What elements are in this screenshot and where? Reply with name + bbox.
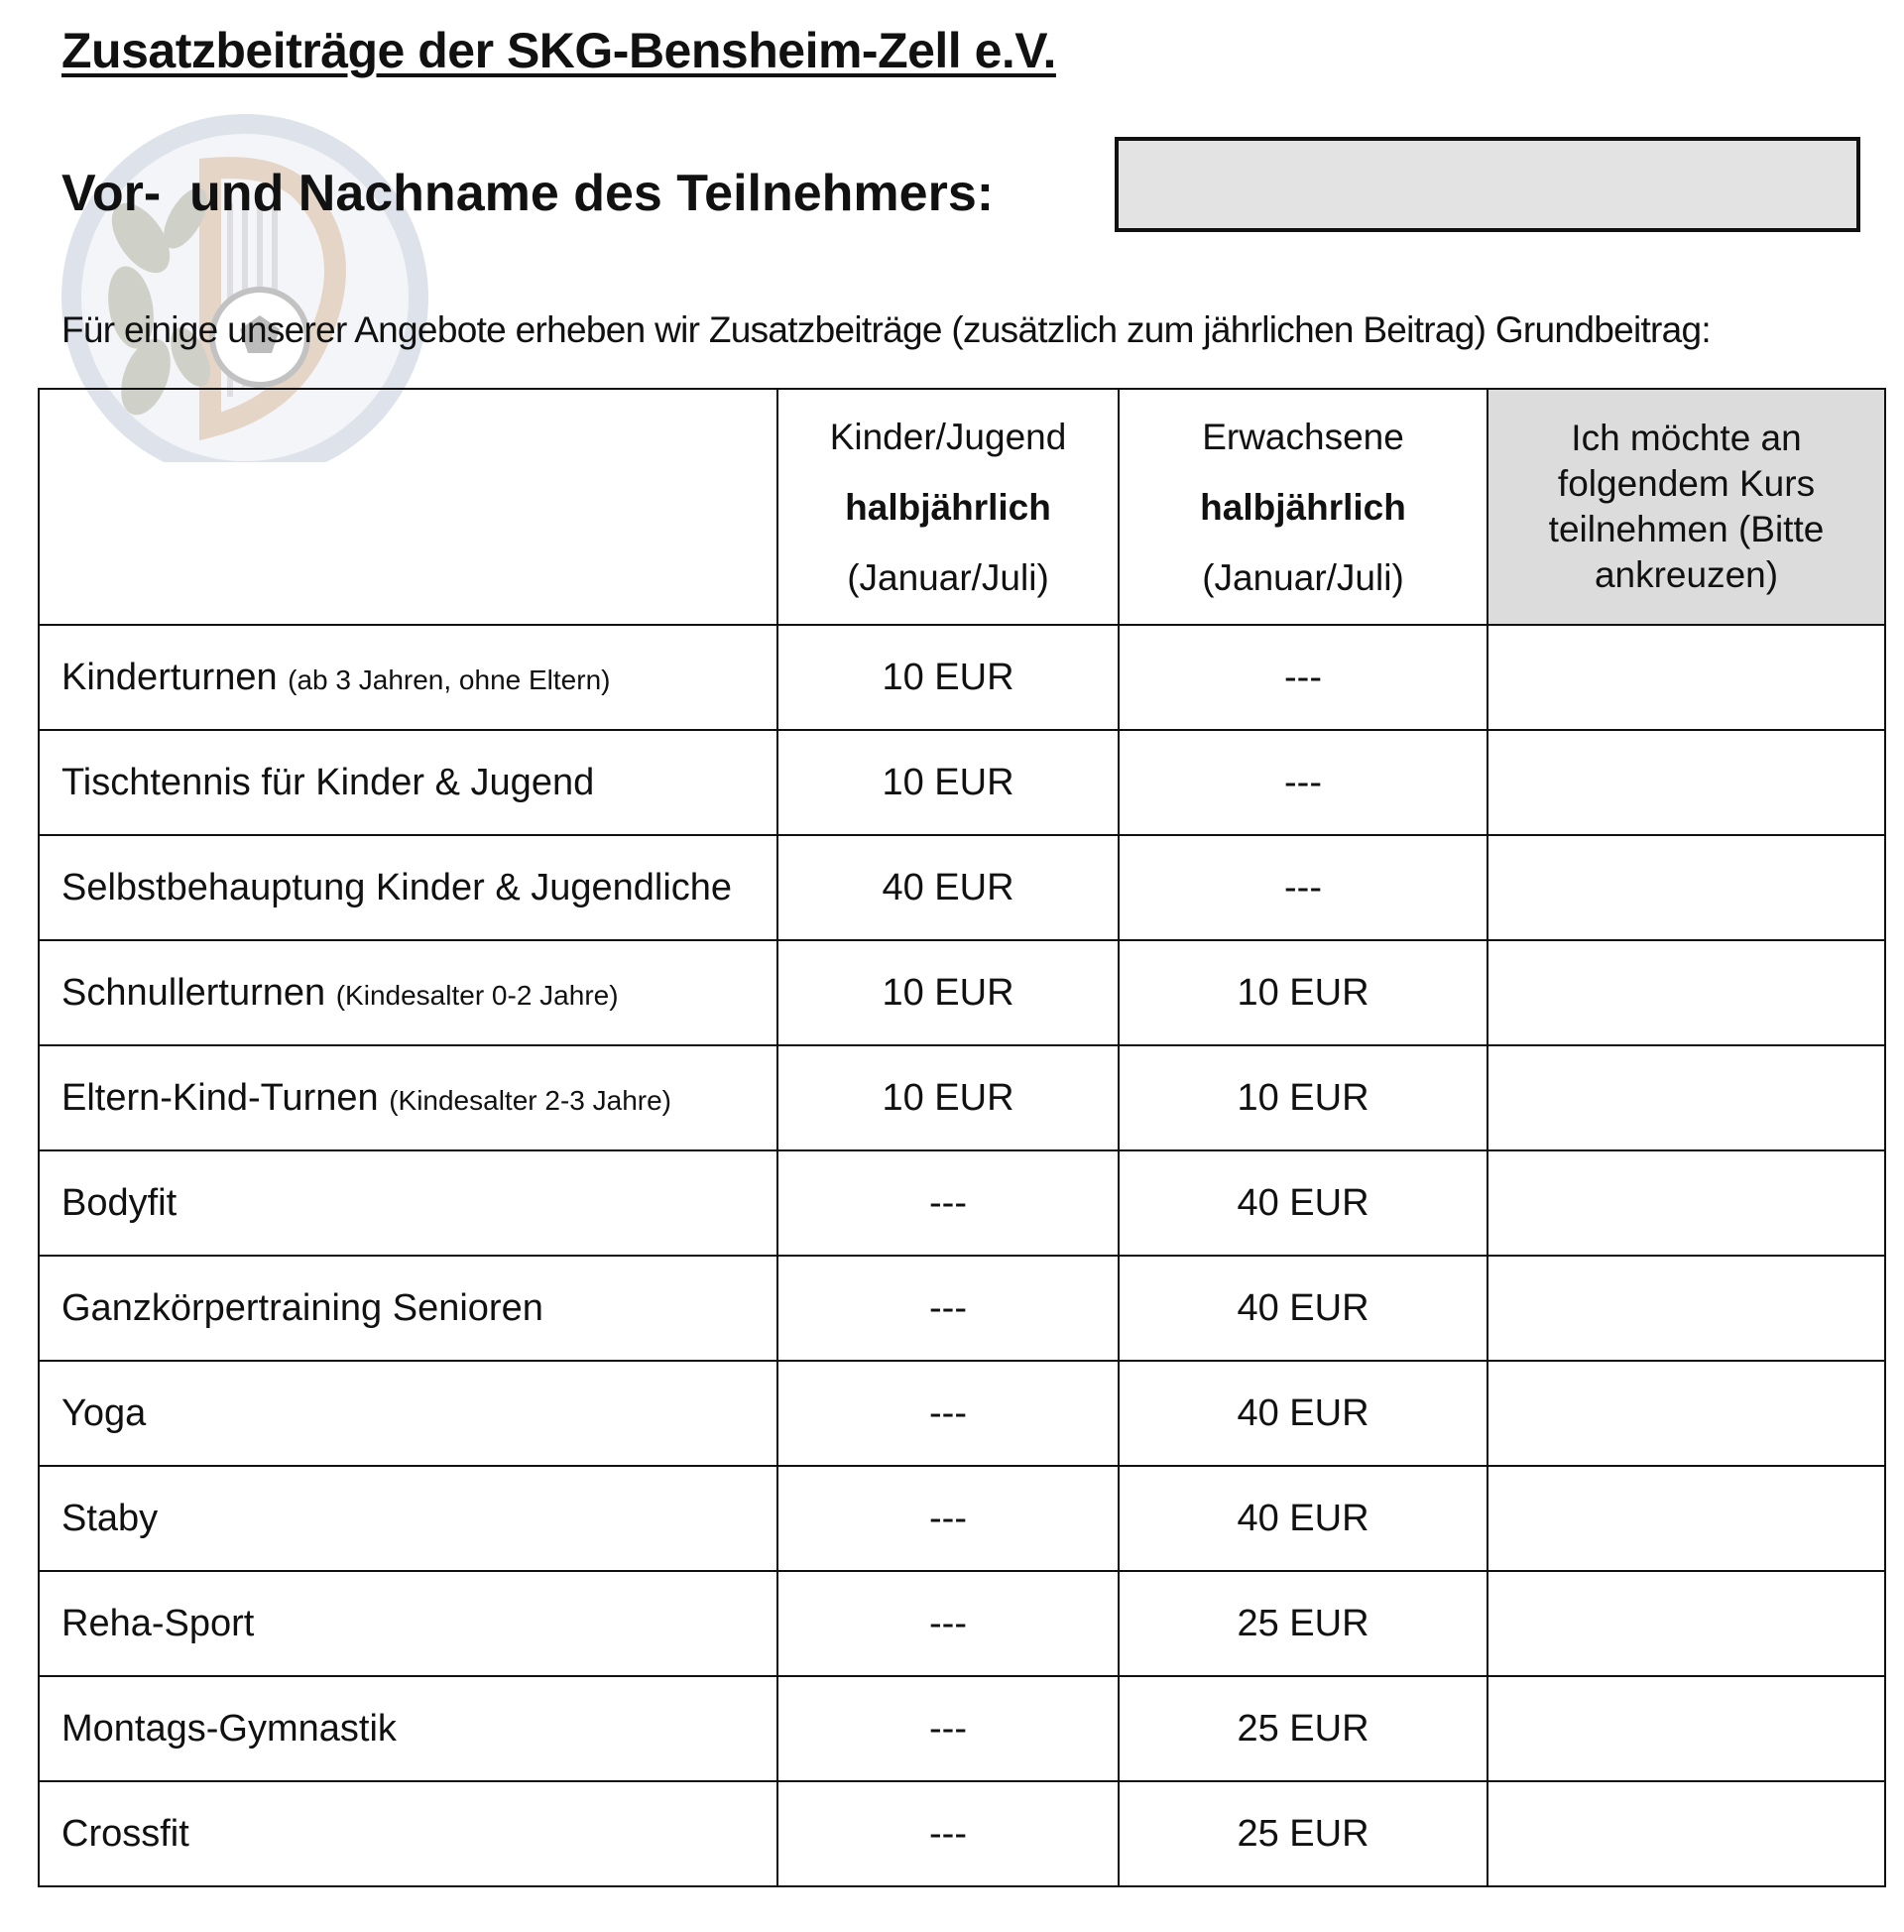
course-cell bbox=[39, 1150, 777, 1256]
table-header-row bbox=[39, 389, 1885, 625]
intro-text: Für einige unserer Angebote erheben wir Zusatzbeiträge (zusätzlich zum jährlichen Beitrag) Grundbeitrag: bbox=[61, 309, 1712, 350]
table-row bbox=[39, 1361, 1885, 1466]
fee-kinder: 40 EUR bbox=[777, 835, 1119, 940]
course-name: Yoga bbox=[61, 1391, 147, 1434]
page-title: Zusatzbeiträge der SKG-Bensheim-Zell e.V. bbox=[61, 23, 1056, 78]
course-name: Bodyfit bbox=[61, 1181, 178, 1224]
fee-erwachsene: 40 EUR bbox=[1119, 1150, 1488, 1256]
table-row bbox=[39, 730, 1885, 835]
header-erwachsene-line2: halbjährlich bbox=[1200, 486, 1406, 528]
fee-erwachsene: 40 EUR bbox=[1119, 1361, 1488, 1466]
course-name: Selbstbehauptung Kinder & Jugendliche bbox=[61, 866, 733, 908]
fee-kinder: --- bbox=[777, 1676, 1119, 1781]
table-row bbox=[39, 1466, 1885, 1571]
course-name: Eltern-Kind-Turnen bbox=[61, 1076, 379, 1119]
course-name: Staby bbox=[61, 1497, 159, 1539]
fee-erwachsene: 25 EUR bbox=[1119, 1676, 1488, 1781]
course-cell bbox=[39, 1676, 777, 1781]
enroll-checkbox-cell[interactable] bbox=[1488, 1781, 1885, 1886]
fee-table bbox=[38, 388, 1886, 1887]
header-erwachsene-line3: (Januar/Juli) bbox=[1202, 556, 1404, 598]
course-name: Tischtennis für Kinder & Jugend bbox=[61, 761, 595, 803]
header-erwachsene-line1: Erwachsene bbox=[1202, 416, 1404, 457]
participant-name-field[interactable] bbox=[1115, 137, 1860, 232]
table-row bbox=[39, 625, 1885, 730]
course-cell bbox=[39, 1256, 777, 1361]
table-row bbox=[39, 940, 1885, 1045]
fee-kinder: --- bbox=[777, 1571, 1119, 1676]
course-note: (Kindesalter 2-3 Jahre) bbox=[389, 1084, 671, 1116]
table-row bbox=[39, 1045, 1885, 1150]
fee-erwachsene: 10 EUR bbox=[1119, 1045, 1488, 1150]
enroll-checkbox-cell[interactable] bbox=[1488, 1361, 1885, 1466]
enroll-checkbox-cell[interactable] bbox=[1488, 1466, 1885, 1571]
fee-kinder: 10 EUR bbox=[777, 730, 1119, 835]
fee-kinder: 10 EUR bbox=[777, 940, 1119, 1045]
course-cell bbox=[39, 625, 777, 730]
fee-erwachsene: --- bbox=[1119, 730, 1488, 835]
header-kinder bbox=[777, 389, 1119, 625]
header-check: Ich möchte an folgendem Kurs teilnehmen (Bitte ankreuzen) bbox=[1488, 389, 1885, 625]
header-kinder-line1: Kinder/Jugend bbox=[829, 416, 1067, 457]
participant-name-label: Vor- und Nachname des Teilnehmers: bbox=[61, 165, 995, 222]
table-row bbox=[39, 1150, 1885, 1256]
enroll-checkbox-cell[interactable] bbox=[1488, 1045, 1885, 1150]
header-kinder-line2: halbjährlich bbox=[845, 486, 1051, 528]
fee-kinder: --- bbox=[777, 1466, 1119, 1571]
fee-erwachsene: 25 EUR bbox=[1119, 1571, 1488, 1676]
fee-erwachsene: --- bbox=[1119, 835, 1488, 940]
enroll-checkbox-cell[interactable] bbox=[1488, 1571, 1885, 1676]
table-row bbox=[39, 1571, 1885, 1676]
course-cell bbox=[39, 1781, 777, 1886]
course-name: Montags-Gymnastik bbox=[61, 1707, 397, 1750]
fee-erwachsene: --- bbox=[1119, 625, 1488, 730]
enroll-checkbox-cell[interactable] bbox=[1488, 1676, 1885, 1781]
table-row bbox=[39, 1256, 1885, 1361]
fee-kinder: --- bbox=[777, 1781, 1119, 1886]
enroll-checkbox-cell[interactable] bbox=[1488, 625, 1885, 730]
course-note: (Kindesalter 0-2 Jahre) bbox=[335, 979, 619, 1011]
course-cell bbox=[39, 1466, 777, 1571]
fee-kinder: --- bbox=[777, 1361, 1119, 1466]
course-cell bbox=[39, 835, 777, 940]
table-row bbox=[39, 1676, 1885, 1781]
enroll-checkbox-cell[interactable] bbox=[1488, 940, 1885, 1045]
course-name: Kinderturnen bbox=[61, 656, 278, 698]
course-cell bbox=[39, 940, 777, 1045]
table-row bbox=[39, 835, 1885, 940]
enroll-checkbox-cell[interactable] bbox=[1488, 835, 1885, 940]
header-kinder-line3: (Januar/Juli) bbox=[847, 556, 1049, 598]
fee-kinder: --- bbox=[777, 1256, 1119, 1361]
course-cell bbox=[39, 730, 777, 835]
fee-kinder: 10 EUR bbox=[777, 625, 1119, 730]
fee-erwachsene: 25 EUR bbox=[1119, 1781, 1488, 1886]
course-note: (ab 3 Jahren, ohne Eltern) bbox=[288, 664, 611, 695]
enroll-checkbox-cell[interactable] bbox=[1488, 730, 1885, 835]
course-cell bbox=[39, 1361, 777, 1466]
course-name: Crossfit bbox=[61, 1812, 189, 1855]
fee-erwachsene: 40 EUR bbox=[1119, 1466, 1488, 1571]
course-cell bbox=[39, 1045, 777, 1150]
fee-kinder: --- bbox=[777, 1150, 1119, 1256]
enroll-checkbox-cell[interactable] bbox=[1488, 1256, 1885, 1361]
fee-erwachsene: 40 EUR bbox=[1119, 1256, 1488, 1361]
course-name: Reha-Sport bbox=[61, 1602, 255, 1644]
header-empty-cell bbox=[39, 389, 777, 625]
course-name: Schnullerturnen bbox=[61, 971, 326, 1014]
fee-erwachsene: 10 EUR bbox=[1119, 940, 1488, 1045]
fee-kinder: 10 EUR bbox=[777, 1045, 1119, 1150]
header-erwachsene bbox=[1119, 389, 1488, 625]
course-name: Ganzkörpertraining Senioren bbox=[61, 1286, 543, 1329]
table-row bbox=[39, 1781, 1885, 1886]
course-cell bbox=[39, 1571, 777, 1676]
enroll-checkbox-cell[interactable] bbox=[1488, 1150, 1885, 1256]
